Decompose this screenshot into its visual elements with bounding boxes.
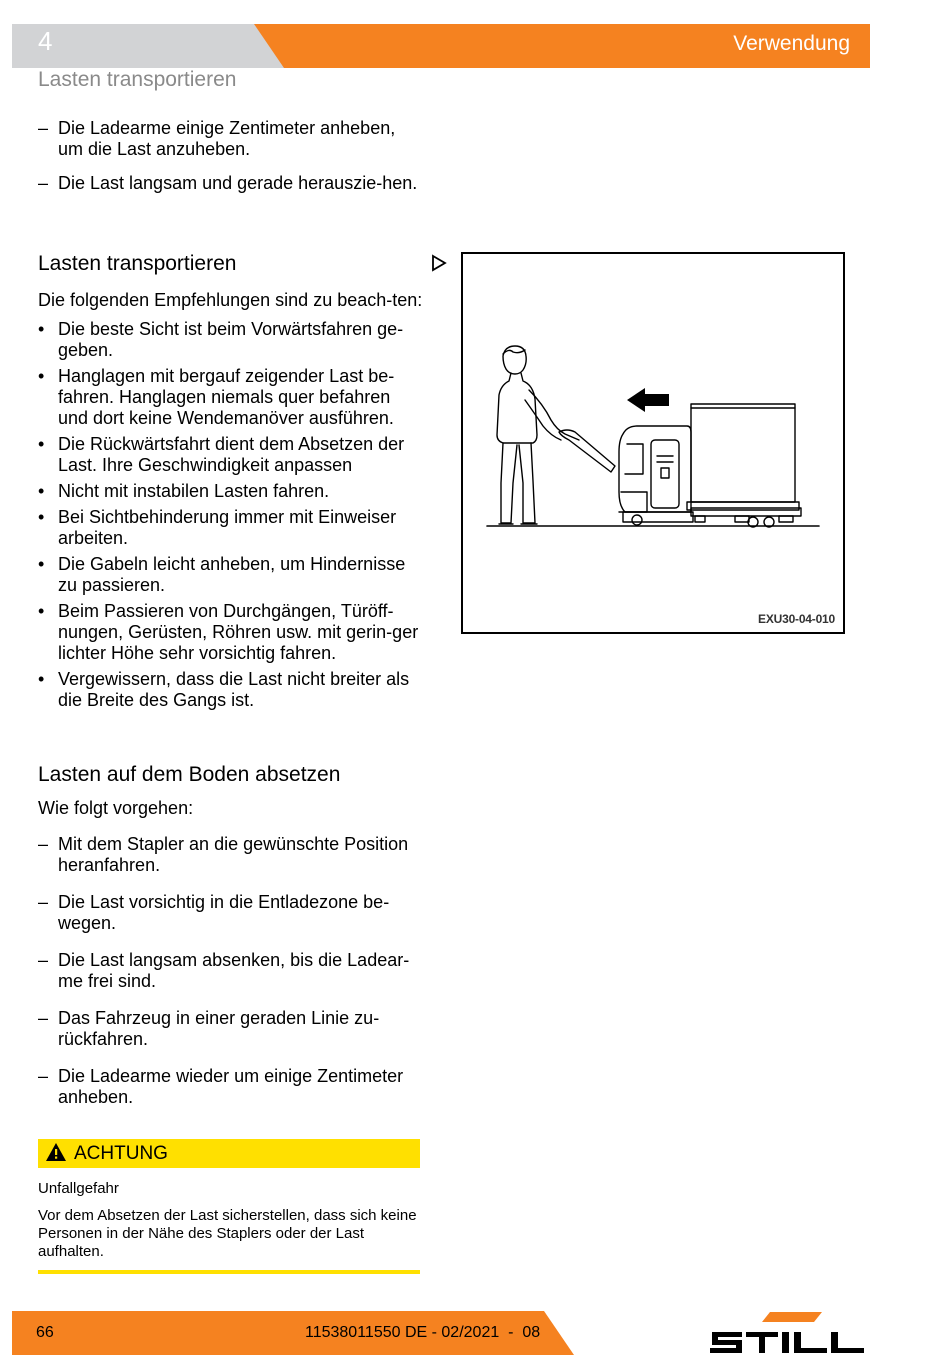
illustration-figure xyxy=(461,252,845,634)
step-item: – Die Last langsam und gerade herauszie-hen. xyxy=(38,173,423,194)
document-code: 11538011550 DE - 02/2021 - 08 xyxy=(305,1324,541,1341)
page-number: 66 xyxy=(36,1324,54,1341)
set-down-section xyxy=(38,762,423,1121)
bullet-icon: • xyxy=(38,319,45,339)
transport-heading: Lasten transportieren xyxy=(38,252,237,275)
bullet-icon: • xyxy=(38,434,45,454)
bullet-icon: • xyxy=(38,366,45,386)
list-item: • Hanglagen mit bergauf zeigender Last be-fahren. Hanglagen niemals quer befahren und dort keine Wendemanöver ausführen. xyxy=(38,366,395,428)
warning-subtitle: Unfallgefahr xyxy=(38,1180,119,1197)
step-item: – Das Fahrzeug in einer geraden Linie zu-rückfahren. xyxy=(38,1008,423,1050)
list-item: • Bei Sichtbehinderung immer mit Einweiser arbeiten. xyxy=(38,507,397,548)
warning-title: ACHTUNG xyxy=(74,1143,168,1164)
warning-bar xyxy=(38,1139,420,1168)
bullet-icon: • xyxy=(38,481,45,501)
transport-intro: Die folgenden Empfehlungen sind zu beach-ten: xyxy=(38,290,423,310)
bullet-icon: • xyxy=(38,507,45,527)
figure-pointer-icon xyxy=(431,254,447,272)
step-item: – Mit dem Stapler an die gewünschte Position heranfahren. xyxy=(38,834,423,876)
list-item: • Vergewissern, dass die Last nicht breiter als die Breite des Gangs ist. xyxy=(38,669,410,710)
set-down-intro: Wie folgt vorgehen: xyxy=(38,798,194,818)
list-item: • Die beste Sicht ist beim Vorwärtsfahren ge-geben. xyxy=(38,319,404,360)
step-item: – Die Last langsam absenken, bis die Ladear-me frei sind. xyxy=(38,950,423,992)
step-item: – Die Ladearme wieder um einige Zentimeter anheben. xyxy=(38,1066,423,1108)
chapter-title: Verwendung xyxy=(733,32,850,55)
step-item: – Die Ladearme einige Zentimeter anheben, um die Last anzuheben. xyxy=(38,118,423,160)
list-item: • Die Rückwärtsfahrt dient dem Absetzen der Last. Ihre Geschwindigkeit anpassen xyxy=(38,434,405,475)
bullet-icon: • xyxy=(38,669,45,689)
step-item: – Die Last vorsichtig in die Entladezone be-wegen. xyxy=(38,892,423,934)
section-title: Lasten transportieren xyxy=(38,68,237,91)
still-logo xyxy=(708,1308,870,1356)
list-item: • Die Gabeln leicht anheben, um Hindernisse zu passieren. xyxy=(38,554,406,595)
warning-triangle-icon xyxy=(45,1142,67,1162)
chapter-number: 4 xyxy=(38,26,53,56)
warning-bottom-rule xyxy=(38,1270,420,1274)
figure-code: EXU30-04-010 xyxy=(758,612,835,626)
warning-text: Vor dem Absetzen der Last sicherstellen, dass sich keine Personen in der Nähe des Staplers oder der Last aufhalten. xyxy=(38,1207,417,1260)
bullet-icon: • xyxy=(38,554,45,574)
transport-section xyxy=(38,251,423,716)
set-down-heading: Lasten auf dem Boden absetzen xyxy=(38,763,341,786)
intro-steps xyxy=(38,118,423,207)
pallet-truck-illustration xyxy=(463,254,843,632)
bullet-icon: • xyxy=(38,601,45,621)
list-item: • Nicht mit instabilen Lasten fahren. xyxy=(38,481,330,501)
list-item: • Beim Passieren von Durchgängen, Türöff-nungen, Gerüsten, Röhren usw. mit gerin-ger lichter Höhe sehr vorsichtig fahren. xyxy=(38,601,419,663)
